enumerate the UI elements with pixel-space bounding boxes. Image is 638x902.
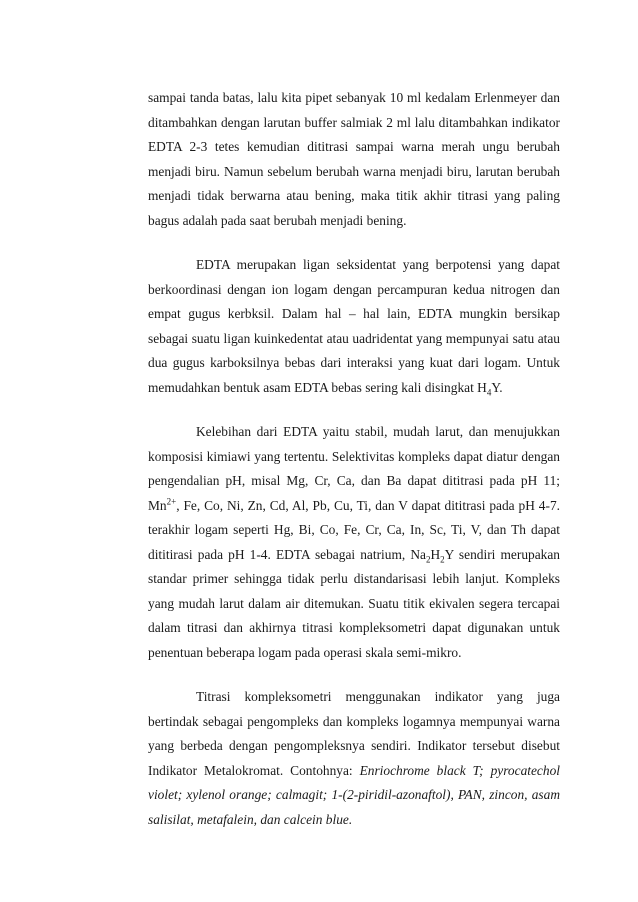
paragraph-2	[148, 253, 560, 400]
paragraph-3-text-h: H	[430, 546, 441, 562]
paragraph-4	[148, 685, 560, 832]
paragraph-1	[148, 86, 560, 233]
paragraph-1-text: sampai tanda batas, lalu kita pipet sebanyak 10 ml kedalam Erlenmeyer dan ditambahkan dengan larutan buffer salmiak 2 ml lalu ditambahkan indikator EDTA 2-3 tetes kemudian dititrasi sampai warna merah ungu berubah menjadi biru. Namun sebelum berubah warna menjadi biru, larutan berubah menjadi tidak berwarna atau bening, maka titik akhir titrasi yang paling bagus adalah pada saat berubah menjadi bening.	[148, 90, 560, 228]
paragraph-2-text-end: Y.	[491, 379, 503, 395]
document-page	[148, 86, 560, 832]
paragraph-4-text: Titrasi kompleksometri menggunakan indikator yang juga bertindak sebagai pengompleks dan kompleks logamnya mempunyai warna yang berbeda dengan pengompleksnya sendiri. Indikator tersebut disebut Indikator Metalokromat. Contohnya:	[148, 689, 560, 778]
paragraph-3-text: Kelebihan dari EDTA yaitu stabil, mudah larut, dan menujukkan komposisi kimiawi yang tertentu. Selektivitas kompleks dapat diatur dengan pengendalian pH, misal Mg, Cr, Ca, dan Ba dapat dititrasi pada pH 11; Mn	[148, 424, 560, 513]
paragraph-3	[148, 420, 560, 665]
superscript: 2+	[166, 496, 177, 507]
subscript: 2	[425, 554, 431, 565]
subscript: 2	[440, 554, 445, 565]
paragraph-4-italic-examples: Enriochrome black T; pyrocatechol violet; xylenol orange; calmagit; 1-(2-piridil-azonaftol), PAN, zincon, asam salisilat, metafalein, dan calcein blue.	[148, 762, 560, 827]
paragraph-2-text: EDTA merupakan ligan seksidentat yang berpotensi yang dapat berkoordinasi dengan ion logam dengan percampuran kedua nitrogen dan empat gugus kerbksil. Dalam hal – hal lain, EDTA mungkin bersikap sebagai suatu ligan kuinkedentat atau uadridentat yang mempunyai satu atau dua gugus karboksilnya bebas dari interaksi yang kuat dari logam. Untuk memudahkan bentuk asam EDTA bebas sering kali disingkat H	[148, 257, 560, 395]
paragraph-3-text-end: Y sendiri merupakan standar primer sehingga tidak perlu distandarisasi lebih lanjut. Kompleks yang mudah larut dalam air ditemukan. Suatu titik ekivalen segera tercapai dalam titrasi dan akhirnya titrasi kompleksometri dapat digunakan untuk penentuan beberapa logam pada operasi skala semi-mikro.	[148, 546, 560, 660]
paragraph-3-text-mid: , Fe, Co, Ni, Zn, Cd, Al, Pb, Cu, Ti, dan V dapat dititrasi pada pH 4-7. terakhir logam seperti Hg, Bi, Co, Fe, Cr, Ca, In, Sc, Ti, V, dan Th dapat dititirasi pada pH 1-4. EDTA sebagai natrium, Na	[148, 497, 560, 562]
subscript: 4	[486, 387, 492, 398]
